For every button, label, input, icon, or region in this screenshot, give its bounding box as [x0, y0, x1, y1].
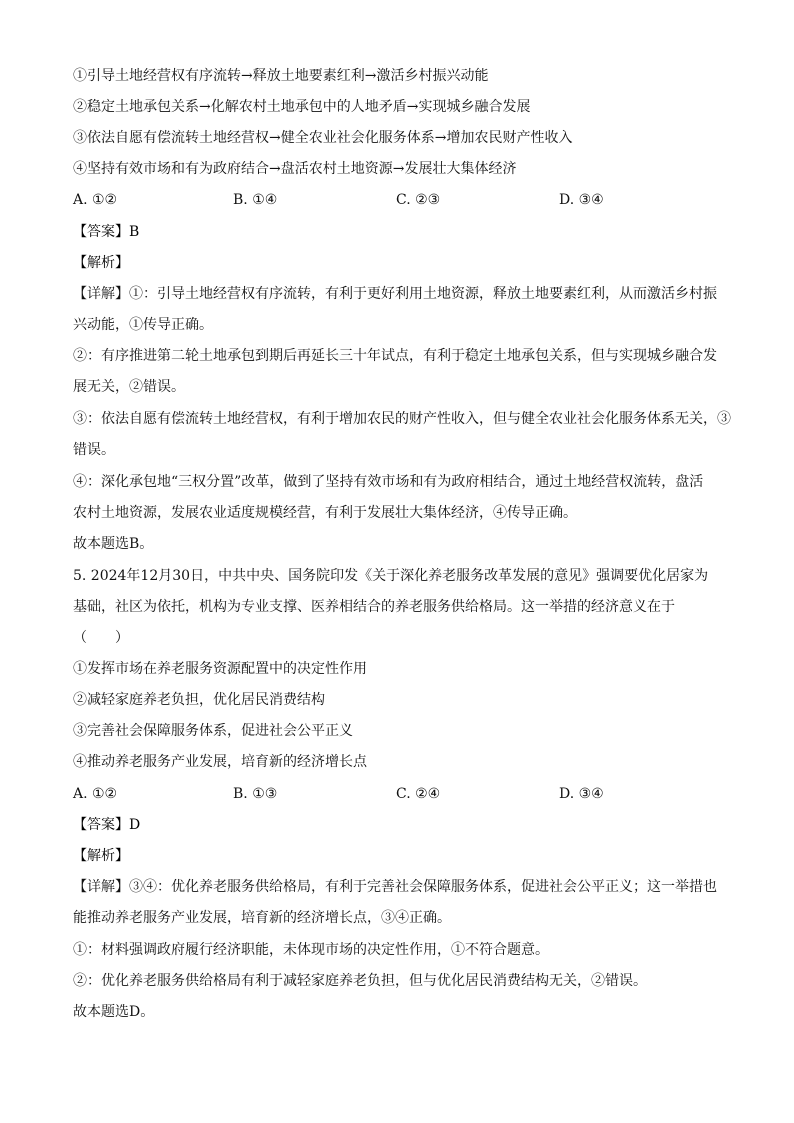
- q4-analysis-label: 【解析】: [73, 255, 129, 271]
- q4-item-2: ②稳定土地承包关系→化解农村土地承包中的人地矛盾→实现城乡融合发展: [73, 99, 531, 115]
- q5-item-2: ②减轻家庭养老负担，优化居民消费结构: [73, 692, 325, 708]
- q5-option-b: B. ①③: [233, 786, 278, 802]
- q4-answer: 【答案】B: [73, 224, 140, 240]
- q5-option-c: C. ②④: [396, 786, 441, 802]
- q4-item-1: ①引导土地经营权有序流转→释放土地要素红利→激活乡村振兴动能: [73, 68, 489, 84]
- q4-option-d: D. ③④: [559, 192, 604, 208]
- q4-detail-line-2: 兴动能，①传导正确。: [73, 317, 213, 333]
- q5-detail-line-4: ②：优化养老服务供给格局有利于减轻家庭养老负担，但与优化居民消费结构无关，②错误。: [73, 973, 647, 989]
- q5-detail-line-1: 【详解】③④：优化养老服务供给格局，有利于完善社会保障服务体系，促进社会公平正义；这一举措也: [73, 879, 717, 895]
- q5-item-4: ④推动养老服务产业发展，培育新的经济增长点: [73, 754, 367, 770]
- q4-detail-line-6: 错误。: [73, 442, 115, 458]
- q4-option-b: B. ①④: [233, 192, 278, 208]
- q4-detail-line-5: ③：依法自愿有偿流转土地经营权，有利于增加农民的财产性收入，但与健全农业社会化服务体系无关，③: [73, 411, 731, 427]
- q4-detail-line-3: ②：有序推进第二轮土地承包到期后再延长三十年试点，有利于稳定土地承包关系，但与实现城乡融合发: [73, 348, 717, 364]
- q5-stem-line-1: 5. 2024年12月30日，中共中央、国务院印发《关于深化养老服务改革发展的意见》强调要优化居家为: [73, 568, 709, 584]
- q4-detail-line-1: 【详解】①：引导土地经营权有序流转，有利于更好利用土地资源，释放土地要素红利，从而激活乡村振: [73, 286, 717, 302]
- q4-options: [73, 190, 733, 210]
- q4-item-3: ③依法自愿有偿流转土地经营权→健全农业社会化服务体系→增加农民财产性收入: [73, 130, 573, 146]
- q4-item-4: ④坚持有效市场和有为政府结合→盘活农村土地资源→发展壮大集体经济: [73, 161, 517, 177]
- q5-item-1: ①发挥市场在养老服务资源配置中的决定性作用: [73, 661, 367, 677]
- q4-detail-line-9: 故本题选B。: [73, 536, 154, 552]
- q5-stem-line-2: 基础，社区为依托，机构为专业支撑、医养相结合的养老服务供给格局。这一举措的经济意义在于: [73, 599, 675, 615]
- q5-stem-line-3: （ ）: [73, 630, 129, 646]
- q4-option-c: C. ②③: [396, 192, 441, 208]
- q5-detail-line-3: ①：材料强调政府履行经济职能，未体现市场的决定性作用，①不符合题意。: [73, 942, 549, 958]
- q5-option-d: D. ③④: [559, 786, 604, 802]
- q5-option-a: A. ①②: [73, 786, 118, 802]
- q5-item-3: ③完善社会保障服务体系，促进社会公平正义: [73, 723, 353, 739]
- q5-answer: 【答案】D: [73, 817, 141, 833]
- q4-option-a: A. ①②: [73, 192, 118, 208]
- q5-detail-line-5: 故本题选D。: [73, 1004, 155, 1020]
- q4-detail-line-4: 展无关，②错误。: [73, 379, 185, 395]
- q5-detail-line-2: 能推动养老服务产业发展，培育新的经济增长点，③④正确。: [73, 910, 451, 926]
- q5-options: [73, 784, 733, 804]
- q5-analysis-label: 【解析】: [73, 848, 129, 864]
- q4-detail-line-7: ④：深化承包地“三权分置”改革，做到了坚持有效市场和有为政府相结合，通过土地经营权流转，盘活: [73, 474, 704, 490]
- q4-detail-line-8: 农村土地资源，发展农业适度规模经营，有利于发展壮大集体经济，④传导正确。: [73, 505, 577, 521]
